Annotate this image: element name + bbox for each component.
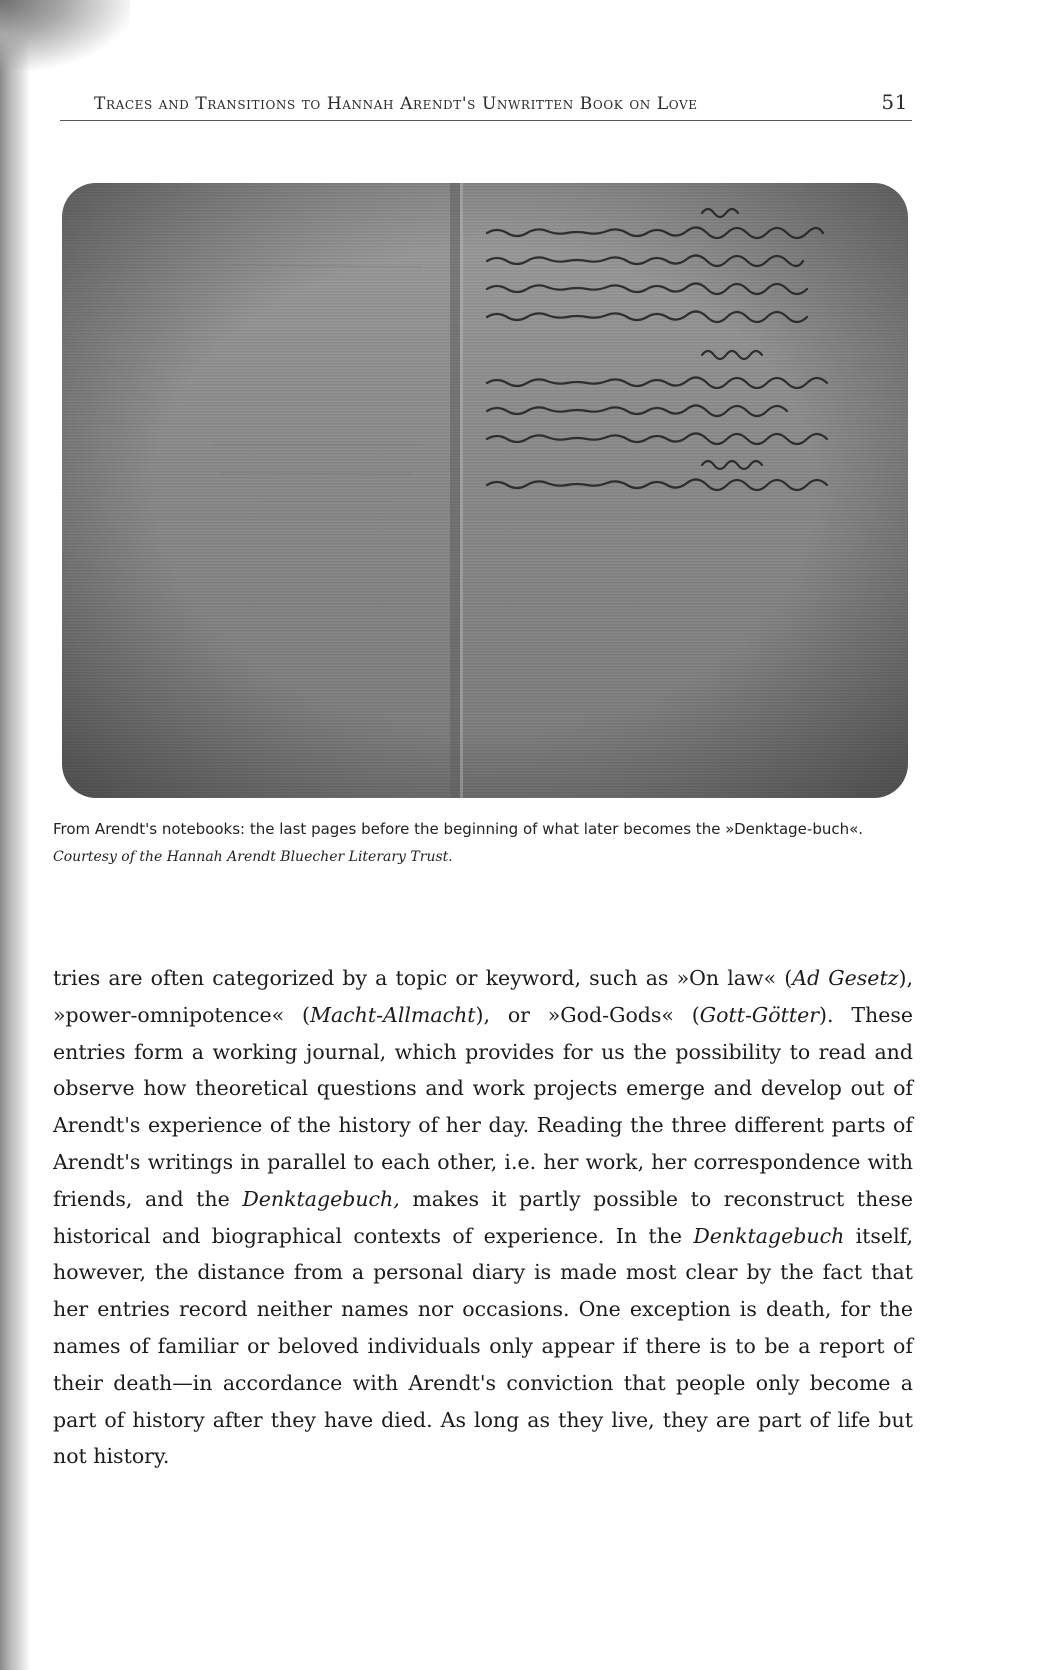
- body-text-run: ), »power-omnipotence« (: [53, 966, 913, 1027]
- body-emphasis: Ad Gesetz: [792, 966, 899, 990]
- body-paragraph: [53, 960, 913, 1475]
- running-title: Traces and Transitions to Hannah Arendt's Unwritten Book on Love: [94, 94, 698, 114]
- scan-gutter-shadow: [0, 0, 30, 1670]
- figure-caption: [53, 815, 913, 871]
- body-text-run: tries are often categorized by a topic or keyword, such as »On law« (: [53, 966, 793, 990]
- body-text-run: makes it partly possible to reconstruct these historical and biographical contexts of experience. In the: [53, 1186, 913, 1248]
- notebook-photograph: [62, 183, 908, 798]
- page-number: 51: [881, 90, 908, 114]
- caption-text: From Arendt's notebooks: the last pages before the beginning of what later becomes the »Denktage-buch«.: [53, 820, 864, 838]
- body-text-run: itself, however, the distance from a personal diary is made most clear by the fact that her entries record neither names nor occasions. One exception is death, for the names of familiar or beloved individuals only appear if there is to be a report of their death—in accordance with Arendt's conviction that people only become a part of history after they have died. As long as they live, they are part of life but not history.: [53, 1223, 913, 1469]
- running-header: [94, 90, 914, 116]
- caption-credit: Courtesy of the Hannah Arendt Bluecher Literary Trust.: [53, 849, 453, 865]
- body-emphasis: Macht-Allmacht: [309, 1002, 476, 1027]
- body-text-run: ), or »God-Gods« (: [475, 1002, 700, 1027]
- body-emphasis: Gott-Götter: [699, 1002, 820, 1027]
- scan-corner-shadow: [0, 0, 130, 70]
- notebook-illustration: [62, 183, 908, 798]
- body-emphasis: Denktagebuch: [693, 1223, 845, 1248]
- body-emphasis: Denktagebuch,: [242, 1186, 400, 1211]
- header-rule: [60, 120, 912, 121]
- body-text-run: ). These entries form a working journal, which provides for us the possibility to read and observe how theoretical questions and work projects emerge and develop out of Arendt's experience of the history of her day. Reading the three different parts of Arendt's writings in parallel to each other, i.e. her work, her correspondence with friends, and the: [53, 1002, 914, 1211]
